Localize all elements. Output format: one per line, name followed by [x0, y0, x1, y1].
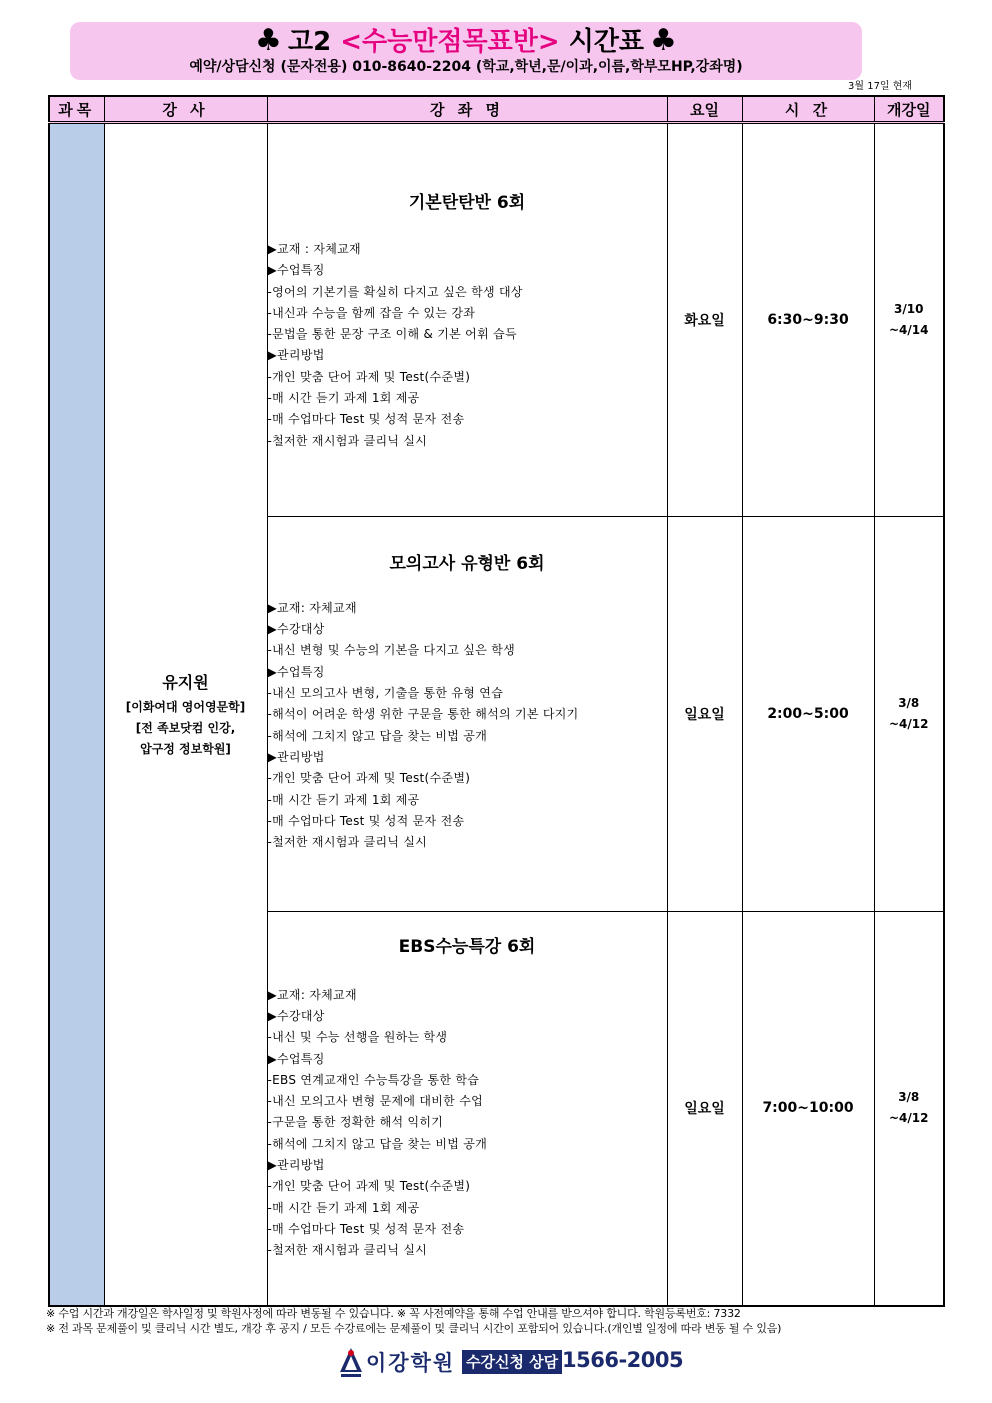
course-detail-line: -문법을 통한 문장 구조 이해 & 기본 어휘 습득 [267, 327, 517, 342]
open-date-cell [874, 123, 944, 517]
course-detail-line: ▶관리방법 [267, 749, 325, 764]
academy-logo-icon [338, 1346, 364, 1378]
open-date-cell [874, 516, 944, 911]
course-detail-line: -철저한 재시험과 클리닉 실시 [267, 835, 428, 850]
course-detail-line: -해석이 어려운 학생 위한 구문을 통한 해석의 기본 다지기 [267, 707, 579, 722]
teacher-credential: [전 족보닷컴 인강, [135, 720, 236, 735]
signup-phone: 1566-2005 [562, 1348, 684, 1372]
course-details [268, 239, 667, 452]
col-header-day: 요일 [667, 96, 742, 123]
teacher-name: 유지원 [162, 672, 209, 692]
course-detail-line: -매 시간 듣기 과제 1회 제공 [267, 1200, 420, 1215]
course-title: EBS수능특강 6회 [398, 936, 536, 957]
course-title: 모의고사 유형반 6회 [389, 553, 545, 574]
course-detail-line: -매 수업마다 Test 및 성적 문자 전송 [267, 1221, 465, 1236]
course-detail-line: -EBS 연계교재인 수능특강을 통한 학습 [267, 1072, 480, 1087]
academy-name: 이강학원 [366, 1351, 456, 1375]
open-date-end: ~4/12 [889, 1111, 929, 1126]
footer-brand [336, 1344, 684, 1378]
course-detail-line: ▶수업특징 [267, 664, 325, 679]
course-cell [267, 516, 667, 911]
open-date-end: ~4/12 [889, 716, 929, 731]
course-cell [267, 123, 667, 517]
course-detail-line: ▶관리방법 [267, 1158, 325, 1173]
course-detail-line: -내신 및 수능 선행을 원하는 학생 [267, 1030, 448, 1045]
title-highlight: <수능만점목표반> [340, 27, 560, 57]
col-header-teacher: 강 사 [104, 96, 267, 123]
course-details [268, 985, 667, 1262]
course-detail-line: -내신 변형 및 수능의 기본을 다지고 싶은 학생 [267, 643, 515, 658]
course-detail-line: -영어의 기본기를 확실히 다지고 싶은 학생 대상 [267, 284, 523, 299]
time-cell: 6:30~9:30 [742, 123, 874, 517]
course-detail-line: -매 수업마다 Test 및 성적 문자 전송 [267, 412, 465, 427]
as-of-date: 3월 17일 현재 [848, 81, 913, 92]
teacher-credential: 압구정 정보학원] [140, 741, 231, 756]
course-detail-line: -내신 모의고사 변형 문제에 대비한 수업 [267, 1094, 483, 1109]
course-detail-line: ▶교재: 자체교재 [267, 600, 357, 615]
title-banner [70, 22, 862, 80]
time-cell: 7:00~10:00 [742, 911, 874, 1306]
col-header-time: 시 간 [742, 96, 874, 123]
course-detail-line: ▶수업특징 [267, 1051, 325, 1066]
col-header-subject: 과목 [49, 96, 104, 123]
course-detail-line: ▶수강대상 [267, 1008, 325, 1023]
course-detail-line: -개인 맞춤 단어 과제 및 Test(수준별) [267, 771, 471, 786]
course-detail-line: ▶교재 : 자체교재 [267, 242, 361, 256]
course-detail-line: ▶수업특징 [267, 263, 325, 278]
time-cell: 2:00~5:00 [742, 516, 874, 911]
day-cell: 일요일 [667, 516, 742, 911]
course-detail-line: -매 시간 듣기 과제 1회 제공 [267, 391, 420, 406]
footnotes [46, 1306, 946, 1336]
course-detail-line: -철저한 재시험과 클리닉 실시 [267, 1243, 428, 1258]
course-title: 기본탄탄반 6회 [408, 193, 526, 213]
course-details [268, 598, 667, 854]
course-detail-line: -매 수업마다 Test 및 성적 문자 전송 [267, 813, 465, 828]
open-date-start: 3/8 [898, 1090, 920, 1105]
footnote-line: ※ 수업 시간과 개강일은 학사일정 및 학원사정에 따라 변동될 수 있습니다. ※ 꼭 사전예약을 통해 수업 안내를 받으셔야 합니다. 학원등록번호: 7332 [46, 1307, 741, 1320]
table-row [49, 123, 944, 517]
course-detail-line: ▶교재: 자체교재 [267, 987, 357, 1002]
open-date-start: 3/10 [894, 301, 924, 316]
title-grade: 고2 [287, 27, 332, 57]
teacher-credential: [이화여대 영어영문학] [125, 699, 246, 714]
course-detail-line: -해석에 그치지 않고 답을 찾는 비법 공개 [267, 1136, 488, 1151]
course-detail-line: -구문을 통한 정확한 해석 익히기 [267, 1115, 444, 1130]
course-detail-line: -개인 맞춤 단어 과제 및 Test(수준별) [267, 369, 471, 384]
course-detail-line: ▶수강대상 [267, 622, 325, 637]
open-date-cell [874, 911, 944, 1306]
footnote-line: ※ 전 과목 문제풀이 및 클리닉 시간 별도, 개강 후 공지 / 모든 수강료에는 문제풀이 및 클리닉 시간이 포함되어 있습니다.(개인별 일정에 따라 변동 될 수 있음) [46, 1322, 782, 1335]
course-detail-line: ▶관리방법 [267, 348, 325, 363]
col-header-open: 개강일 [874, 96, 944, 123]
club-icon: ♣ [255, 23, 282, 58]
reservation-info: 예약/상담신청 (문자전용) 010-8640-2204 (학교,학년,문/이과,이름,학부모HP,강좌명) [189, 59, 743, 75]
course-detail-line: -매 시간 듣기 과제 1회 제공 [267, 792, 420, 807]
open-date-start: 3/8 [898, 695, 920, 710]
subject-cell [49, 123, 104, 1307]
col-header-course: 강 좌 명 [267, 96, 667, 123]
course-detail-line: -내신 모의고사 변형, 기출을 통한 유형 연습 [267, 686, 504, 701]
teacher-cell [104, 123, 267, 1307]
page-title [70, 24, 862, 59]
course-detail-line: -해석에 그치지 않고 답을 찾는 비법 공개 [267, 728, 488, 743]
course-detail-line: -개인 맞춤 단어 과제 및 Test(수준별) [267, 1179, 471, 1194]
day-cell: 화요일 [667, 123, 742, 517]
course-detail-line: -내신과 수능을 함께 잡을 수 있는 강좌 [267, 305, 476, 320]
table-header-row [49, 96, 944, 123]
signup-label: 수강신청 상담 [462, 1350, 562, 1374]
schedule-table [48, 95, 945, 1307]
course-cell [267, 911, 667, 1306]
course-detail-line: -철저한 재시험과 클리닉 실시 [267, 433, 428, 448]
club-icon: ♣ [650, 23, 677, 58]
open-date-end: ~4/14 [889, 322, 929, 337]
day-cell: 일요일 [667, 911, 742, 1306]
title-suffix: 시간표 [568, 27, 645, 57]
